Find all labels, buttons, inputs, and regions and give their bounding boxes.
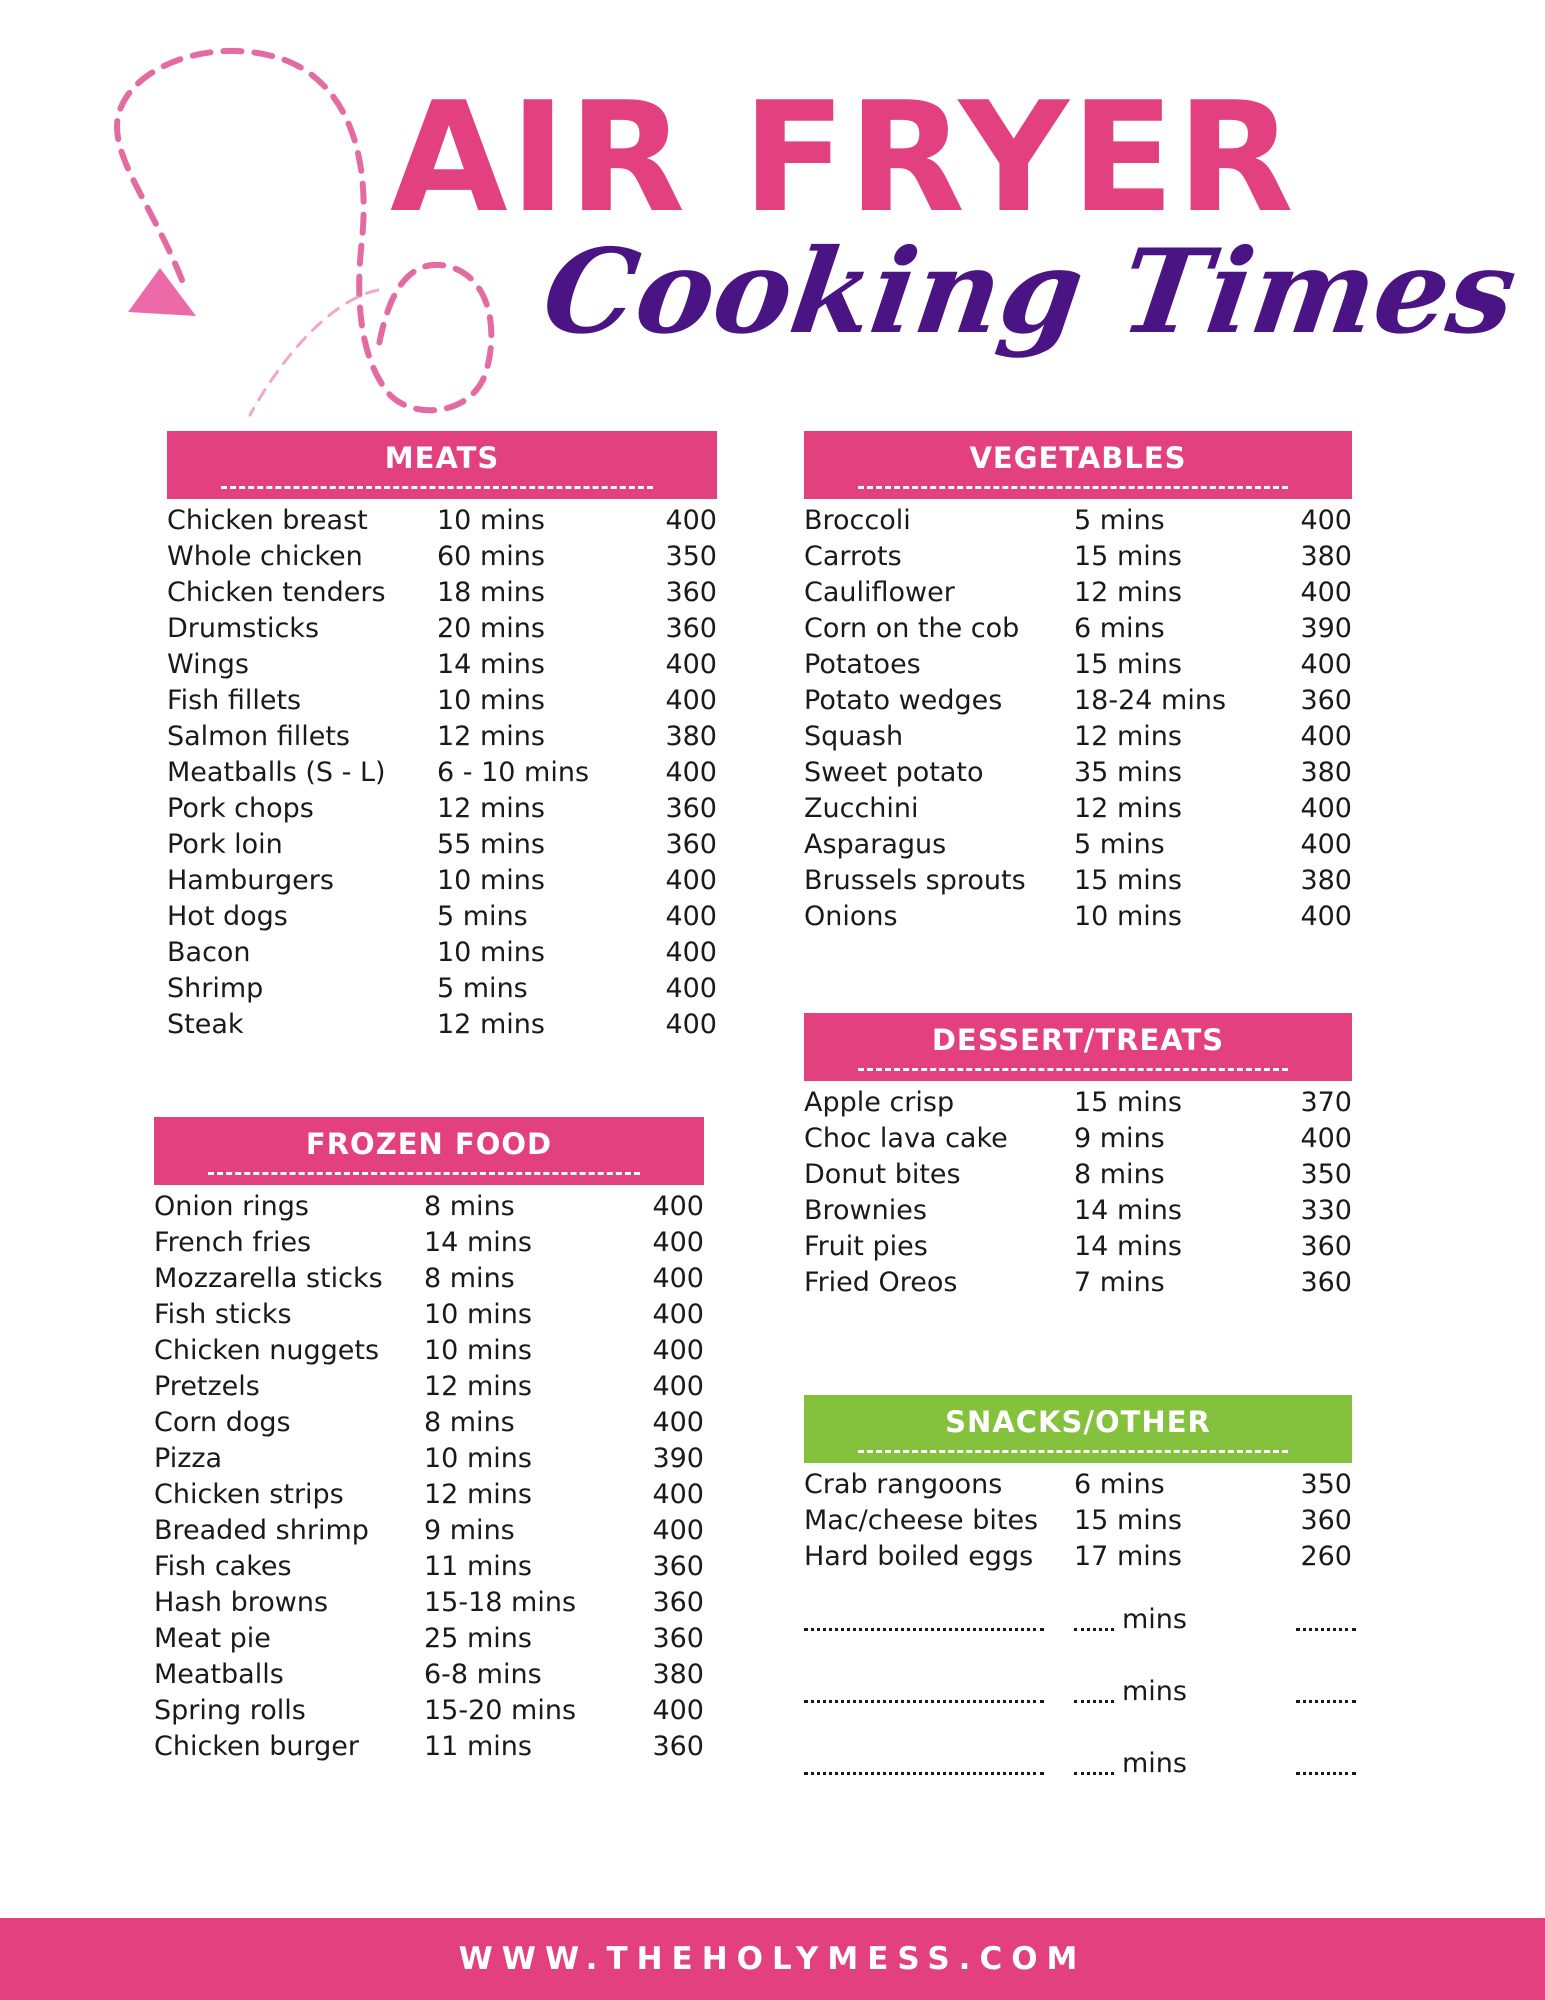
food-item: Crab rangoons xyxy=(804,1469,1003,1500)
cook-time: 15 mins xyxy=(1074,865,1182,896)
food-item: Choc lava cake xyxy=(804,1123,1008,1154)
food-item: Breaded shrimp xyxy=(154,1515,369,1546)
table-row xyxy=(804,863,1352,899)
food-item: Cauliflower xyxy=(804,577,955,608)
food-item: Pork chops xyxy=(167,793,314,824)
cook-temp: 400 xyxy=(652,1479,704,1510)
cook-time: 10 mins xyxy=(437,937,545,968)
cook-temp: 400 xyxy=(1300,505,1352,536)
frozen-header xyxy=(154,1117,704,1185)
cook-temp: 380 xyxy=(1300,865,1352,896)
page-subtitle: Cooking Times xyxy=(535,224,1525,360)
food-item: Corn dogs xyxy=(154,1407,291,1438)
cook-time: 7 mins xyxy=(1074,1267,1165,1298)
food-item: Whole chicken xyxy=(167,541,363,572)
cook-temp: 400 xyxy=(665,973,717,1004)
table-row xyxy=(154,1405,704,1441)
food-item: Mac/cheese bites xyxy=(804,1505,1039,1536)
cook-time: 10 mins xyxy=(424,1443,532,1474)
dotted-blank-time xyxy=(1074,1628,1114,1631)
food-item: Pizza xyxy=(154,1443,223,1474)
food-item: Fried Oreos xyxy=(804,1267,958,1298)
cook-time: 17 mins xyxy=(1074,1541,1182,1572)
cook-temp: 390 xyxy=(1300,613,1352,644)
meats-header xyxy=(167,431,717,499)
cook-temp: 370 xyxy=(1300,1087,1352,1118)
table-row xyxy=(804,1265,1352,1301)
food-item: Hamburgers xyxy=(167,865,334,896)
food-item: Carrots xyxy=(804,541,902,572)
cook-temp: 360 xyxy=(652,1623,704,1654)
cook-temp: 360 xyxy=(1300,1231,1352,1262)
frozen-section xyxy=(154,1117,704,1765)
cook-temp: 400 xyxy=(1300,829,1352,860)
cook-temp: 400 xyxy=(652,1335,704,1366)
cook-time: 15-20 mins xyxy=(424,1695,577,1726)
table-row xyxy=(804,1121,1352,1157)
cook-time: 6 mins xyxy=(1074,613,1165,644)
table-row xyxy=(167,935,717,971)
table-row xyxy=(167,863,717,899)
food-item: Meat pie xyxy=(154,1623,271,1654)
table-row xyxy=(167,971,717,1007)
cook-time: 15-18 mins xyxy=(424,1587,577,1618)
cook-time: 12 mins xyxy=(1074,793,1182,824)
meats-header-label: MEATS xyxy=(384,441,500,475)
cook-time: 5 mins xyxy=(437,973,528,1004)
cook-time: 12 mins xyxy=(1074,721,1182,752)
food-item: Chicken burger xyxy=(154,1731,360,1762)
table-row xyxy=(167,1007,717,1043)
food-item: Onions xyxy=(804,901,898,932)
food-item: Hot dogs xyxy=(167,901,288,932)
cook-temp: 400 xyxy=(1300,721,1352,752)
table-row xyxy=(167,683,717,719)
cook-temp: 380 xyxy=(652,1659,704,1690)
table-row xyxy=(167,503,717,539)
cook-temp: 400 xyxy=(1300,901,1352,932)
blank-entry-row xyxy=(804,1647,1352,1719)
cook-time: 8 mins xyxy=(424,1191,515,1222)
cook-temp: 400 xyxy=(652,1515,704,1546)
table-row xyxy=(154,1513,704,1549)
cook-temp: 400 xyxy=(1300,793,1352,824)
food-item: Pretzels xyxy=(154,1371,260,1402)
food-item: Fruit pies xyxy=(804,1231,928,1262)
cook-time: 15 mins xyxy=(1074,649,1182,680)
cook-temp: 400 xyxy=(652,1263,704,1294)
table-row xyxy=(154,1333,704,1369)
snacks-header xyxy=(804,1395,1352,1463)
cook-time: 8 mins xyxy=(424,1407,515,1438)
blank-entry-row xyxy=(804,1575,1352,1647)
header-dash-divider xyxy=(858,486,1288,489)
table-row xyxy=(804,1229,1352,1265)
cook-temp: 400 xyxy=(665,901,717,932)
table-row xyxy=(154,1441,704,1477)
table-row xyxy=(804,503,1352,539)
frozen-rows xyxy=(154,1189,704,1765)
cook-time: 35 mins xyxy=(1074,757,1182,788)
table-row xyxy=(154,1621,704,1657)
cook-time: 5 mins xyxy=(437,901,528,932)
dotted-blank-item xyxy=(804,1772,1044,1775)
cook-time: 14 mins xyxy=(1074,1231,1182,1262)
table-row xyxy=(167,575,717,611)
food-item: Zucchini xyxy=(804,793,919,824)
table-row xyxy=(154,1693,704,1729)
dessert-section xyxy=(804,1013,1352,1301)
cook-temp: 360 xyxy=(665,793,717,824)
food-item: Hash browns xyxy=(154,1587,329,1618)
cook-temp: 400 xyxy=(652,1299,704,1330)
food-item: Fish sticks xyxy=(154,1299,292,1330)
cook-temp: 260 xyxy=(1300,1541,1352,1572)
dotted-blank-item xyxy=(804,1628,1044,1631)
food-item: Drumsticks xyxy=(167,613,320,644)
table-row xyxy=(154,1297,704,1333)
food-item: Pork loin xyxy=(167,829,283,860)
cook-temp: 400 xyxy=(1300,577,1352,608)
table-row xyxy=(804,1467,1352,1503)
table-row xyxy=(167,719,717,755)
snacks-header-label: SNACKS/OTHER xyxy=(945,1405,1211,1439)
table-row xyxy=(167,539,717,575)
food-item: Fish cakes xyxy=(154,1551,292,1582)
cook-time: 12 mins xyxy=(1074,577,1182,608)
food-item: French fries xyxy=(154,1227,312,1258)
cook-temp: 360 xyxy=(1300,1267,1352,1298)
table-row xyxy=(804,755,1352,791)
dotted-blank-temp xyxy=(1296,1628,1356,1631)
table-row xyxy=(154,1729,704,1765)
cook-time: 10 mins xyxy=(437,865,545,896)
food-item: Wings xyxy=(167,649,249,680)
snacks-section xyxy=(804,1395,1352,1791)
cook-temp: 360 xyxy=(665,577,717,608)
food-item: Sweet potato xyxy=(804,757,984,788)
cook-temp: 360 xyxy=(652,1587,704,1618)
cook-time: 12 mins xyxy=(437,793,545,824)
cook-time: 20 mins xyxy=(437,613,545,644)
header-dash-divider xyxy=(221,486,653,489)
cook-temp: 350 xyxy=(1300,1159,1352,1190)
food-item: Chicken strips xyxy=(154,1479,344,1510)
food-item: Mozzarella sticks xyxy=(154,1263,383,1294)
frozen-header-label: FROZEN FOOD xyxy=(305,1127,553,1161)
table-row xyxy=(154,1657,704,1693)
food-item: Spring rolls xyxy=(154,1695,306,1726)
cook-time: 15 mins xyxy=(1074,541,1182,572)
snacks-rows xyxy=(804,1467,1352,1575)
cook-temp: 360 xyxy=(665,829,717,860)
table-row xyxy=(167,827,717,863)
table-row xyxy=(154,1369,704,1405)
vegetables-header xyxy=(804,431,1352,499)
cook-time: 25 mins xyxy=(424,1623,532,1654)
table-row xyxy=(167,899,717,935)
cook-time: 18-24 mins xyxy=(1074,685,1227,716)
cook-temp: 400 xyxy=(665,757,717,788)
table-row xyxy=(154,1549,704,1585)
vegetables-section xyxy=(804,431,1352,935)
table-row xyxy=(804,1193,1352,1229)
food-item: Onion rings xyxy=(154,1191,309,1222)
cook-temp: 380 xyxy=(1300,541,1352,572)
cook-temp: 360 xyxy=(652,1731,704,1762)
meats-section xyxy=(167,431,717,1043)
food-item: Brussels sprouts xyxy=(804,865,1026,896)
header-dash-divider xyxy=(858,1450,1288,1453)
table-row xyxy=(167,755,717,791)
cook-time: 6-8 mins xyxy=(424,1659,542,1690)
cook-time: 60 mins xyxy=(437,541,545,572)
cook-time: 11 mins xyxy=(424,1731,532,1762)
meats-rows xyxy=(167,503,717,1043)
dotted-blank-temp xyxy=(1296,1700,1356,1703)
table-row xyxy=(804,791,1352,827)
cook-temp: 400 xyxy=(652,1371,704,1402)
cook-time: 18 mins xyxy=(437,577,545,608)
cook-temp: 390 xyxy=(652,1443,704,1474)
cook-time: 6 mins xyxy=(1074,1469,1165,1500)
page-title: AIR FRYER xyxy=(390,69,1296,246)
cook-time: 14 mins xyxy=(1074,1195,1182,1226)
table-row xyxy=(154,1261,704,1297)
table-row xyxy=(154,1477,704,1513)
footer-website: WWW.THEHOLYMESS.COM xyxy=(0,1918,1545,2000)
food-item: Bacon xyxy=(167,937,251,968)
blank-entry-row xyxy=(804,1719,1352,1791)
cook-time: 5 mins xyxy=(1074,829,1165,860)
food-item: Brownies xyxy=(804,1195,927,1226)
table-row xyxy=(167,611,717,647)
table-row xyxy=(804,1085,1352,1121)
cook-temp: 400 xyxy=(1300,649,1352,680)
cook-time: 10 mins xyxy=(424,1299,532,1330)
table-row xyxy=(167,791,717,827)
cook-temp: 380 xyxy=(665,721,717,752)
cook-temp: 400 xyxy=(665,865,717,896)
table-row xyxy=(154,1585,704,1621)
food-item: Chicken tenders xyxy=(167,577,386,608)
cook-time: 12 mins xyxy=(437,721,545,752)
food-item: Salmon fillets xyxy=(167,721,350,752)
cook-time: 14 mins xyxy=(424,1227,532,1258)
cook-temp: 360 xyxy=(1300,1505,1352,1536)
cook-temp: 350 xyxy=(665,541,717,572)
cook-temp: 360 xyxy=(1300,685,1352,716)
cook-temp: 400 xyxy=(1300,1123,1352,1154)
snacks-blank-rows xyxy=(804,1575,1352,1791)
cook-time: 11 mins xyxy=(424,1551,532,1582)
dotted-blank-time xyxy=(1074,1700,1114,1703)
cook-temp: 400 xyxy=(652,1407,704,1438)
cook-time: 55 mins xyxy=(437,829,545,860)
cook-time: 14 mins xyxy=(437,649,545,680)
food-item: Chicken breast xyxy=(167,505,368,536)
food-item: Apple crisp xyxy=(804,1087,955,1118)
cook-time: 9 mins xyxy=(1074,1123,1165,1154)
table-row xyxy=(804,1539,1352,1575)
cook-time: 8 mins xyxy=(424,1263,515,1294)
table-row xyxy=(804,611,1352,647)
dotted-blank-item xyxy=(804,1700,1044,1703)
cook-time: 15 mins xyxy=(1074,1087,1182,1118)
dotted-blank-time xyxy=(1074,1772,1114,1775)
table-row xyxy=(804,1157,1352,1193)
food-item: Squash xyxy=(804,721,904,752)
cook-temp: 360 xyxy=(652,1551,704,1582)
table-row xyxy=(804,575,1352,611)
header-dash-divider xyxy=(208,1172,640,1175)
cook-time: 5 mins xyxy=(1074,505,1165,536)
header-dash-divider xyxy=(858,1068,1288,1071)
dessert-header-label: DESSERT/TREATS xyxy=(931,1023,1225,1057)
food-item: Donut bites xyxy=(804,1159,961,1190)
food-item: Hard boiled eggs xyxy=(804,1541,1034,1572)
cook-temp: 400 xyxy=(652,1191,704,1222)
blank-mins-label: mins xyxy=(1122,1604,1187,1635)
cook-temp: 400 xyxy=(665,937,717,968)
cook-temp: 360 xyxy=(665,613,717,644)
food-item: Meatballs (S - L) xyxy=(167,757,386,788)
table-row xyxy=(154,1225,704,1261)
cook-time: 10 mins xyxy=(424,1335,532,1366)
cook-temp: 330 xyxy=(1300,1195,1352,1226)
cook-temp: 380 xyxy=(1300,757,1352,788)
food-item: Chicken nuggets xyxy=(154,1335,380,1366)
food-item: Potatoes xyxy=(804,649,921,680)
cook-temp: 400 xyxy=(665,505,717,536)
food-item: Meatballs xyxy=(154,1659,284,1690)
cook-temp: 350 xyxy=(1300,1469,1352,1500)
dessert-rows xyxy=(804,1085,1352,1301)
cook-time: 10 mins xyxy=(1074,901,1182,932)
cook-time: 10 mins xyxy=(437,685,545,716)
cook-temp: 400 xyxy=(652,1227,704,1258)
food-item: Steak xyxy=(167,1009,244,1040)
cook-temp: 400 xyxy=(665,1009,717,1040)
food-item: Broccoli xyxy=(804,505,911,536)
table-row xyxy=(804,899,1352,935)
cook-time: 15 mins xyxy=(1074,1505,1182,1536)
dessert-header xyxy=(804,1013,1352,1081)
cook-time: 10 mins xyxy=(437,505,545,536)
cook-time: 8 mins xyxy=(1074,1159,1165,1190)
dotted-blank-temp xyxy=(1296,1772,1356,1775)
food-item: Asparagus xyxy=(804,829,947,860)
blank-mins-label: mins xyxy=(1122,1748,1187,1779)
table-row xyxy=(154,1189,704,1225)
cook-time: 12 mins xyxy=(424,1479,532,1510)
cook-time: 6 - 10 mins xyxy=(437,757,590,788)
cook-temp: 400 xyxy=(652,1695,704,1726)
cook-time: 12 mins xyxy=(437,1009,545,1040)
cook-time: 12 mins xyxy=(424,1371,532,1402)
blank-mins-label: mins xyxy=(1122,1676,1187,1707)
vegetables-header-label: VEGETABLES xyxy=(969,441,1187,475)
table-row xyxy=(804,827,1352,863)
food-item: Potato wedges xyxy=(804,685,1003,716)
table-row xyxy=(804,1503,1352,1539)
table-row xyxy=(804,719,1352,755)
cook-temp: 400 xyxy=(665,649,717,680)
cook-temp: 400 xyxy=(665,685,717,716)
food-item: Fish fillets xyxy=(167,685,302,716)
food-item: Shrimp xyxy=(167,973,264,1004)
food-item: Corn on the cob xyxy=(804,613,1020,644)
table-row xyxy=(804,539,1352,575)
table-row xyxy=(167,647,717,683)
cook-time: 9 mins xyxy=(424,1515,515,1546)
table-row xyxy=(804,647,1352,683)
vegetables-rows xyxy=(804,503,1352,935)
table-row xyxy=(804,683,1352,719)
